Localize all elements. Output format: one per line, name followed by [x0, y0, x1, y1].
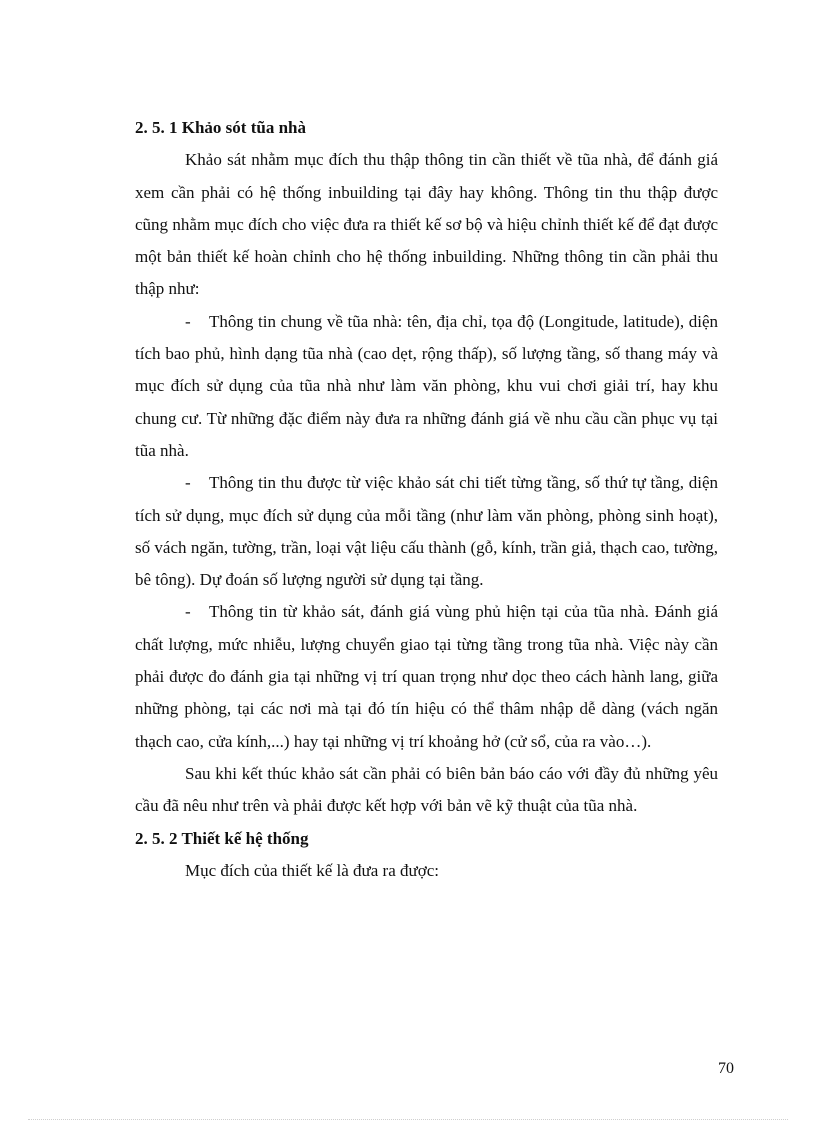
bullet-marker: -: [185, 602, 191, 622]
page-number: 70: [718, 1060, 734, 1077]
bullet-item: [135, 596, 718, 757]
intro-paragraph: Khảo sát nhằm mục đích thu thập thông tin cần thiết về tũa nhà, để đánh giá xem cần phải có hệ thống inbuilding tại đây hay không. Thông tin thu thập được cũng nhằm mục đích cho việc đưa ra thiết kế sơ bộ và hiệu chỉnh thiết kế để đạt được một bản thiết kế hoàn chỉnh cho hệ thống inbuilding. Những thông tin cần phải thu thập như:: [135, 150, 718, 299]
page-content: [135, 112, 718, 887]
section-heading: 2. 5. 2 Thiết kế hệ thống: [135, 828, 309, 848]
bullet-text: Thông tin từ khảo sát, đánh giá vùng phủ hiện tại của tũa nhà. Đánh giá chất lượng, mức nhiễu, lượng chuyển giao tại từng tầng trong tũa nhà. Việc này cần phải được đo đánh gia tại những vị trí quan trọng như dọc theo cách hành lang, giữa những phòng, tại các nơi mà tại đó tín hiệu có thể thâm nhập dễ dàng (vách ngăn thạch cao, cửa kính,...) hay tại những vị trí khoảng hở (cử sổ, của ra vào…).: [135, 602, 718, 751]
bullet-text: Thông tin chung về tũa nhà: tên, địa chỉ, tọa độ (Longitude, latitude), diện tích bao phủ, hình dạng tũa nhà (cao dẹt, rộng thấp), số lượng tầng, số thang máy và mục đích sử dụng của tũa nhà như làm văn phòng, khu vui chơi giải trí, hay khu chung cư. Từ những đặc điểm này đưa ra những đánh giá về nhu cầu cần phục vụ tại tũa nhà.: [135, 311, 718, 460]
bullet-text: Thông tin thu được từ việc khảo sát chi tiết từng tầng, số thứ tự tầng, diện tích sử dụng, mục đích sử dụng của mỗi tầng (như làm văn phòng, phòng sinh hoạt), số vách ngăn, tường, trần, loại vật liệu cấu thành (gỗ, kính, trần giả, thạch cao, tường, bê tông). Dự đoán số lượng người sử dụng tại tầng.: [135, 473, 718, 590]
bullet-item: [135, 306, 718, 467]
bullet-marker: -: [185, 473, 191, 493]
page-bottom-divider: [28, 1119, 788, 1120]
bullet-item: [135, 467, 718, 596]
design-intro-paragraph: Mục đích của thiết kế là đưa ra được:: [185, 860, 439, 880]
conclusion-paragraph: Sau khi kết thúc khảo sát cần phải có biên bản báo cáo với đầy đủ những yêu cầu đã nêu như trên và phải được kết hợp với bản vẽ kỹ thuật của tũa nhà.: [135, 763, 718, 816]
section-heading: 2. 5. 1 Khảo sót tũa nhà: [135, 118, 306, 137]
bullet-marker: -: [185, 311, 191, 331]
